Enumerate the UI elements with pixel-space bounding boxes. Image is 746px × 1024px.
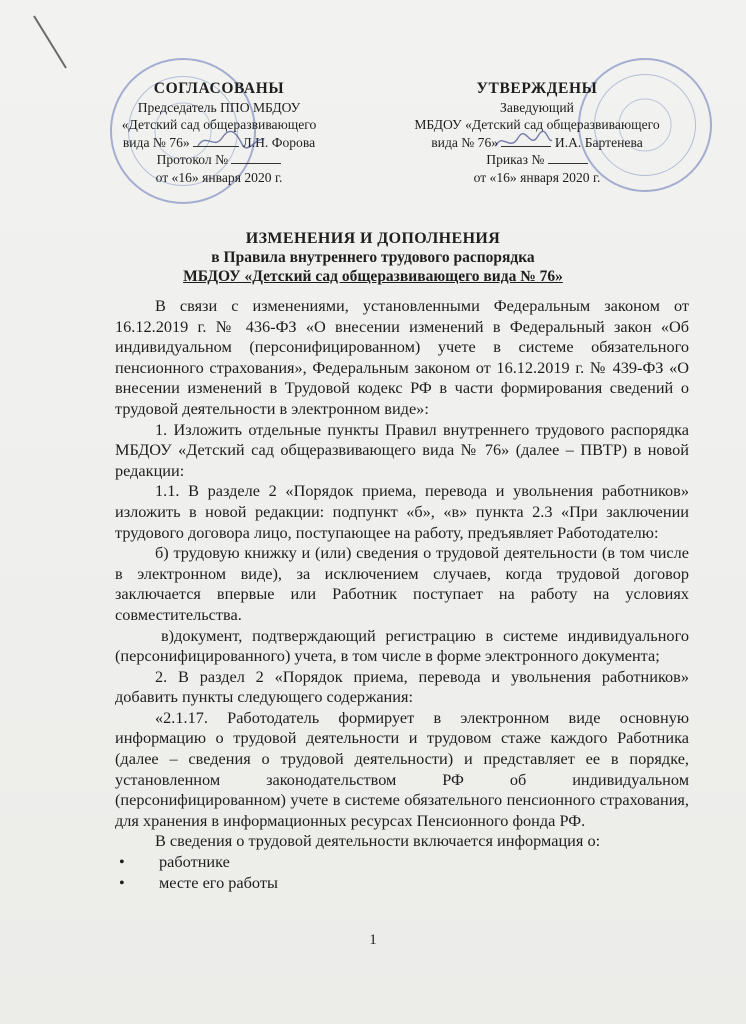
approved-line-2: МБДОУ «Детский сад общеразвивающего xyxy=(414,117,660,132)
document-body xyxy=(115,296,689,893)
agreed-date: от «16» января 2020 г. xyxy=(155,169,283,185)
list-item xyxy=(115,873,689,894)
list-item xyxy=(115,852,689,873)
approved-signatory: И.А. Бартенева xyxy=(554,134,643,150)
approved-title: УТВЕРЖДЕНЫ xyxy=(476,80,598,97)
paragraph-preamble: В связи с изменениями, установленными Федеральным законом от 16.12.2019 г. № 436-ФЗ «О внесении изменений в Федеральный закон «Об индивидуальном (персонифицированном) учете в системе обязательного пенсионного страхования», Федеральным законом от 16.12.2019 г. № 439-ФЗ «О внесении изменений в Трудовой кодекс РФ в части формирования сведений о трудовой деятельности в электронном виде»: xyxy=(115,296,689,418)
agreed-line-3-org: вида № 76» xyxy=(122,134,190,150)
pen-mark xyxy=(30,14,70,70)
bullet-icon: • xyxy=(119,852,125,872)
agreed-line-1: Председатель ППО МБДОУ xyxy=(137,99,301,115)
title-line-1: ИЗМЕНЕНИЯ И ДОПОЛНЕНИЯ xyxy=(245,230,501,247)
agreed-signatory: Л.Н. Форова xyxy=(242,134,316,150)
signature-left xyxy=(196,128,266,152)
approved-date: от «16» января 2020 г. xyxy=(473,169,601,185)
title-line-2: в Правила внутреннего трудового распорядка xyxy=(211,249,535,266)
bullet-icon: • xyxy=(119,872,125,892)
paragraph-item-1-1: 1.1. В разделе 2 «Порядок приема, перевода и увольнения работников» изложить в новой редакции: подпункт «б», «в» пункта 2.3 «При заключении трудового договора лицо, поступающее на работу, предъявляет Работодателю: xyxy=(115,481,689,542)
paragraph-item-1: 1. Изложить отдельные пункты Правил внутреннего трудового распорядка МБДОУ «Детский сад общеразвивающего вида № 76» (далее – ПВТР) в новой редакции: xyxy=(115,419,689,480)
document-title xyxy=(95,229,651,286)
signature-right xyxy=(494,130,554,154)
paragraph-subitem-v: в)документ, подтверждающий регистрацию в системе индивидуального (персонифицированного) учета, в том числе в форме электронного документа; xyxy=(115,625,689,666)
approved-order: Приказ № xyxy=(392,151,682,169)
page-number: 1 xyxy=(369,932,377,948)
approved-line-3-org: вида № 76» xyxy=(431,134,499,150)
paragraph-info-intro: В сведения о трудовой деятельности включается информация о: xyxy=(155,831,601,851)
list-item-text: работнике xyxy=(159,852,230,872)
agreed-title: СОГЛАСОВАНЫ xyxy=(153,80,285,97)
paragraph-item-2-1-17: «2.1.17. Работодатель формирует в электронном виде основную информацию о трудовой деятельности и трудовом стаже каждого Работника (далее – сведения о трудовой деятельности) и представляет ее в порядке, установленном законодательством РФ об индивидуальном (персонифицированном) учете в системе обязательного пенсионного страхования, для хранения в информационных ресурсах Пенсионного фонда РФ. xyxy=(115,707,689,830)
paragraph-subitem-b: б) трудовую книжку и (или) сведения о трудовой деятельности (в том числе в электронном виде), за исключением случаев, когда трудовой договор заключается впервые или Работник поступает на работу на условиях совместительства. xyxy=(115,543,689,624)
agreed-line-2: «Детский сад общеразвивающего xyxy=(121,117,317,132)
approved-line-1: Заведующий xyxy=(500,99,574,115)
list-item-text: месте его работы xyxy=(159,872,278,892)
paragraph-item-2: 2. В раздел 2 «Порядок приема, перевода и увольнения работников» добавить пункты следующего содержания: xyxy=(115,666,689,707)
agreed-protocol: Протокол № xyxy=(100,151,338,169)
title-line-3: МБДОУ «Детский сад общеразвивающего вида № 76» xyxy=(183,268,563,285)
